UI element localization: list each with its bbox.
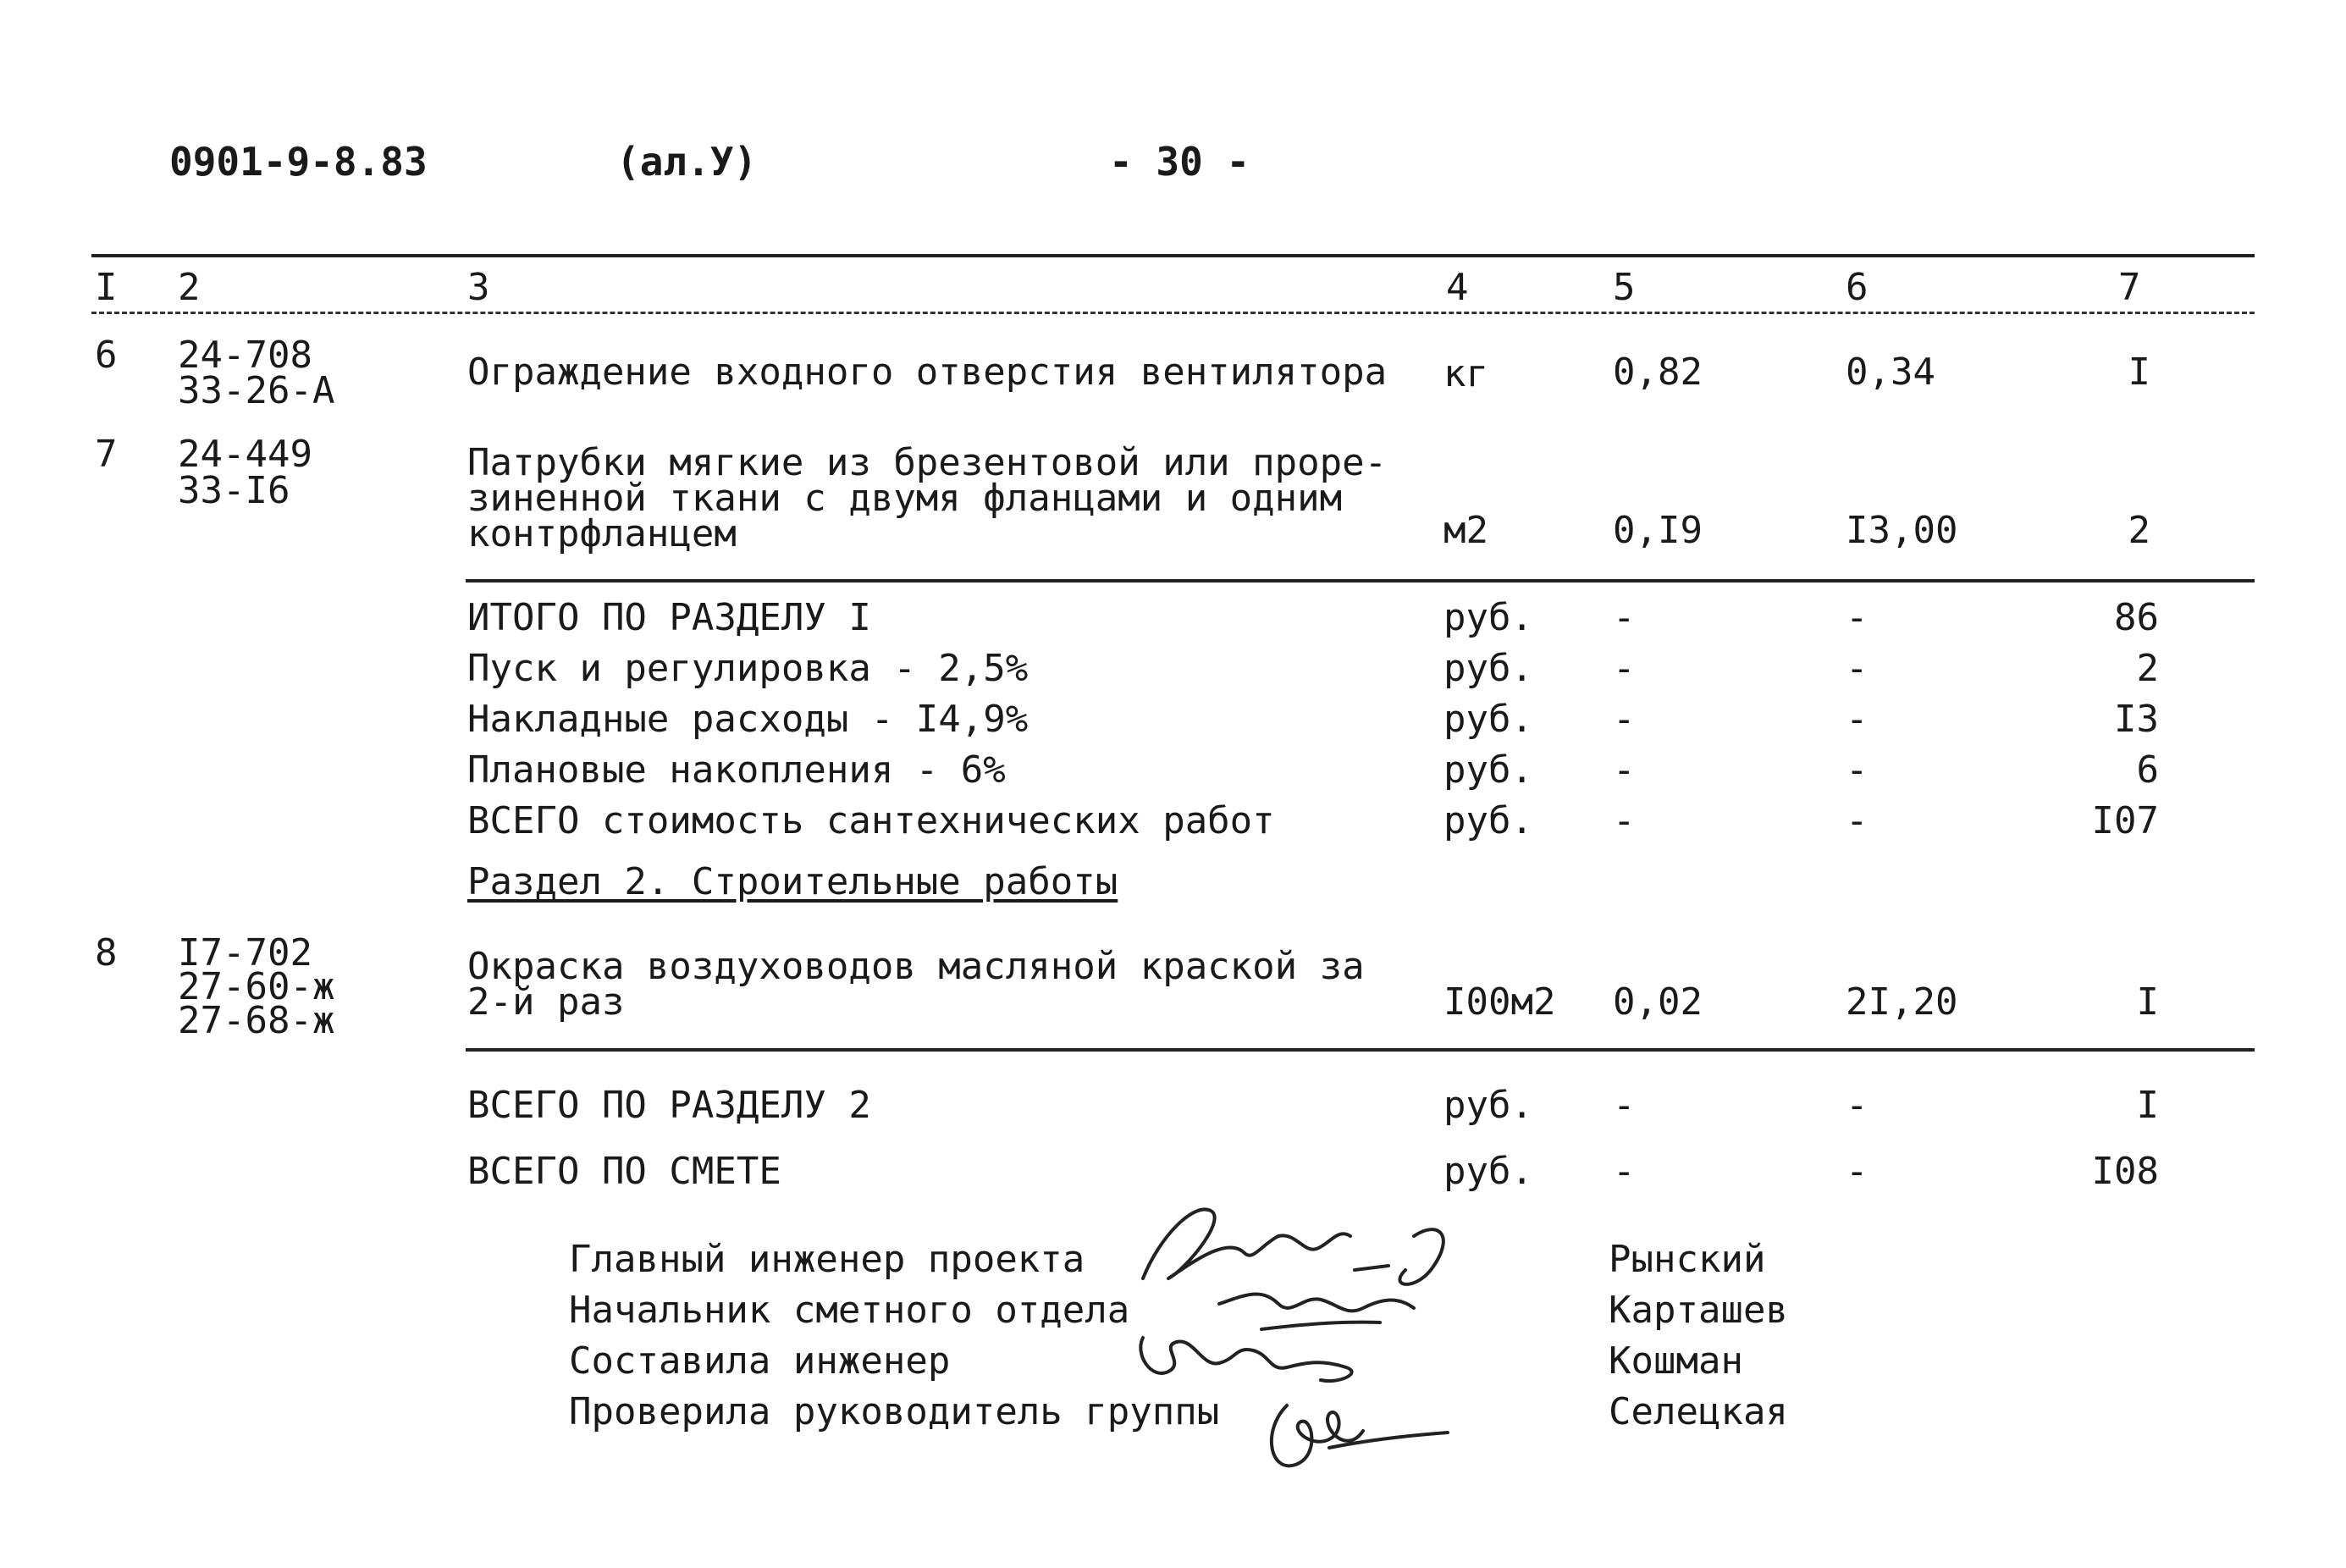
signatory-name: Селецкая [1609,1390,1788,1433]
dash-cell: - [1846,799,1869,842]
dash-cell: - [1613,698,1636,741]
dash-cell: - [1613,647,1636,690]
album-label: (ал.У) [616,139,758,185]
row-number: 7 [95,433,118,476]
quantity-cell: 0,02 [1613,980,1703,1024]
unit-cell: руб. [1443,596,1533,639]
unit-cell: м2 [1443,509,1488,552]
table-top-rule [91,254,2255,257]
column-header-4: 4 [1446,266,1469,309]
total-cell: I07 [2091,799,2159,842]
column-header-5: 5 [1613,266,1636,309]
dash-cell: - [1613,596,1636,639]
total-cell: I [2136,980,2159,1024]
header-bottom-rule [91,312,2255,314]
code-line: 33-26-А [178,369,335,412]
unit-cell: руб. [1443,647,1533,690]
summary-label: ВСЕГО ПО РАЗДЕЛУ 2 [467,1084,871,1127]
item-description-line: зиненной ткани с двумя фланцами и одним [467,477,1343,520]
handwritten-signature-4 [1253,1380,1456,1490]
signatory-role: Главный инженер проекта [569,1238,1085,1281]
price-cell: 0,34 [1846,351,1935,394]
column-header-1: I [95,266,118,309]
signatory-name: Карташев [1609,1289,1788,1332]
unit-cell: I00м2 [1443,980,1556,1024]
code-line: 24-449 [178,433,312,476]
signatory-role: Проверила руководитель группы [569,1390,1220,1433]
price-cell: I3,00 [1846,509,1958,552]
total-cell: 2 [2128,509,2150,552]
unit-cell: руб. [1443,799,1533,842]
dash-cell: - [1846,1084,1869,1127]
summary-label: ВСЕГО стоимость сантехнических работ [467,799,1275,842]
dash-cell: - [1846,647,1869,690]
item-description-line: контрфланцем [467,512,737,555]
dash-cell: - [1846,596,1869,639]
item-description-line: 2-й раз [467,980,625,1024]
row-number: 8 [95,931,118,974]
dash-cell: - [1613,1084,1636,1127]
price-cell: 2I,20 [1846,980,1958,1024]
code-line: 24-708 [178,334,312,377]
unit-cell: руб. [1443,748,1533,792]
code-line: 27-68-ж [178,999,335,1042]
dash-cell: - [1613,799,1636,842]
quantity-cell: 0,82 [1613,351,1703,394]
unit-cell: руб. [1443,1150,1533,1193]
signatory-name: Рынский [1609,1238,1766,1281]
item-description-line: Окраска воздуховодов масляной краской за [467,945,1365,988]
item-description-line: Патрубки мягкие из брезентовой или проре- [467,441,1388,484]
total-cell: 6 [2136,748,2159,792]
unit-cell: руб. [1443,698,1533,741]
code-line: I7-702 [178,931,312,974]
item-description: Ограждение входного отверстия вентилятора [467,351,1388,394]
column-header-3: 3 [467,266,490,309]
dash-cell: - [1846,748,1869,792]
signatory-role: Начальник сметного отдела [569,1289,1130,1332]
total-cell: I08 [2091,1150,2159,1193]
dash-cell: - [1613,1150,1636,1193]
code-line: 33-I6 [178,469,290,512]
section-2-title: Раздел 2. Строительные работы [467,860,1118,903]
document-code: 0901-9-8.83 [169,139,428,185]
quantity-cell: 0,I9 [1613,509,1703,552]
dash-cell: - [1846,1150,1869,1193]
column-header-2: 2 [178,266,201,309]
section-2-rule [466,1048,2255,1052]
summary-label: Накладные расходы - I4,9% [467,698,1029,741]
total-cell: I3 [2114,698,2159,741]
summary-rule [466,579,2255,582]
dash-cell: - [1613,748,1636,792]
unit-cell: руб. [1443,1084,1533,1127]
total-cell: 86 [2114,596,2159,639]
signatory-name: Кошман [1609,1339,1743,1383]
total-cell: 2 [2136,647,2159,690]
code-line: 27-60-ж [178,965,335,1008]
summary-label: ВСЕГО ПО СМЕТЕ [467,1150,781,1193]
page-number: - 30 - [1109,139,1250,185]
unit-cell: кг [1443,352,1488,395]
column-header-7: 7 [2118,266,2141,309]
dash-cell: - [1846,698,1869,741]
summary-label: Пуск и регулировка - 2,5% [467,647,1029,690]
column-header-6: 6 [1846,266,1869,309]
summary-label: ИТОГО ПО РАЗДЕЛУ I [467,596,871,639]
signatory-role: Составила инженер [569,1339,951,1383]
total-cell: I [2128,351,2150,394]
summary-label: Плановые накопления - 6% [467,748,1006,792]
total-cell: I [2136,1084,2159,1127]
row-number: 6 [95,334,118,377]
